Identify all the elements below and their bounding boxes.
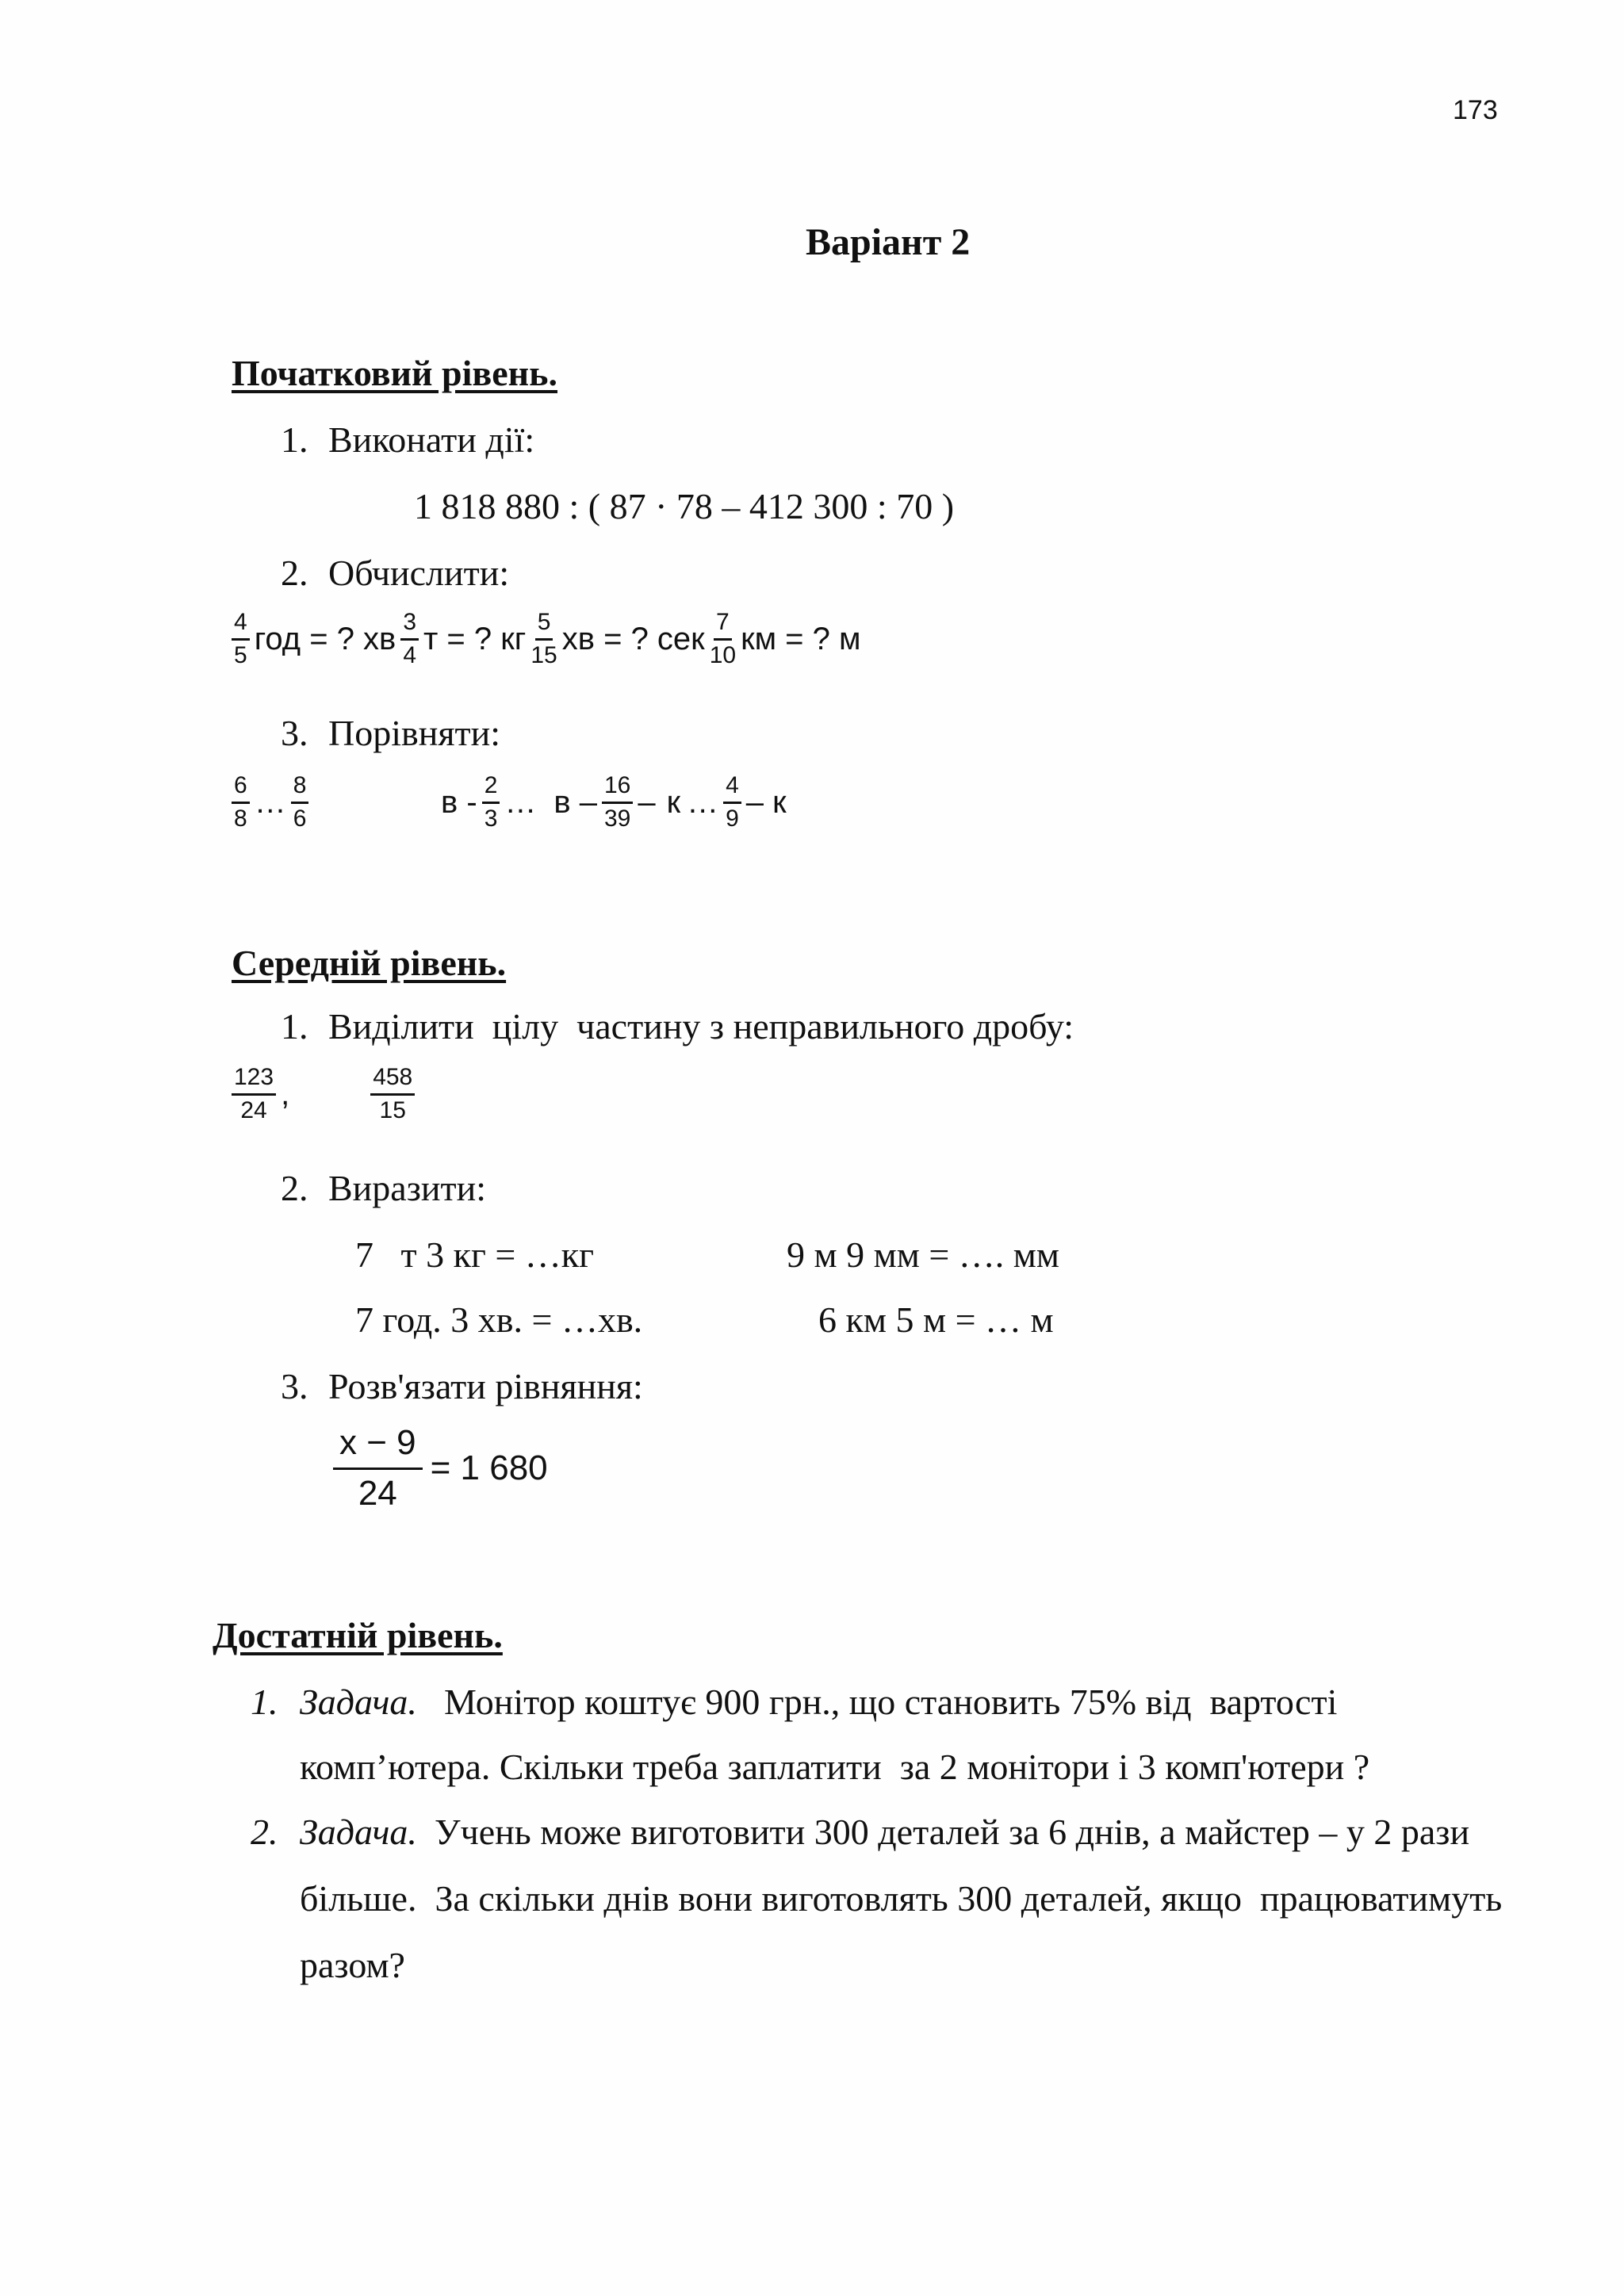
fraction: $\frac{6}{8}$	[232, 772, 250, 832]
question-number: 2.	[281, 553, 308, 593]
fraction: $\frac{3}{4}$	[400, 609, 419, 669]
task-text: разом?	[300, 1945, 405, 1985]
conversion-item: 6 км 5 м = … м	[818, 1299, 1054, 1340]
page-number: 173	[1453, 95, 1498, 125]
unit-post: – к	[745, 784, 787, 820]
unit-post: –	[638, 784, 656, 820]
section-heading-middle: Середній рівень.	[232, 943, 507, 983]
conversion-item: 9 м 9 мм = …. мм	[787, 1234, 1059, 1275]
fraction: $\frac{458}{15}$	[370, 1064, 415, 1124]
page-title: Варіант 2	[806, 221, 971, 263]
fraction: $\frac{16}{39}$	[602, 772, 633, 832]
question-text: Виділити цілу частину з неправильного дробу:	[328, 1006, 1074, 1047]
equation-fraction	[333, 1422, 423, 1515]
improper-fractions	[230, 1064, 416, 1124]
fraction: $\frac{4}{5}$	[232, 609, 250, 669]
arithmetic-expression: 1 818 880 : ( 87 · 78 – 412 300 : 70 )	[414, 486, 955, 526]
fraction: $\frac{8}{6}$	[291, 772, 309, 832]
fraction: $\frac{4}{9}$	[723, 772, 741, 832]
conversion-text: год = ? хв	[254, 621, 396, 656]
section-heading-sufficient: Достатній рівень.	[213, 1615, 503, 1655]
conversion-item: 7 год. 3 хв. = …хв.	[355, 1299, 643, 1340]
question-number: 1.	[281, 1006, 308, 1047]
ellipsis: …	[687, 784, 719, 820]
task-number: 2.	[251, 1812, 278, 1852]
task-label: Задача.	[300, 1682, 417, 1722]
question-number: 1.	[281, 419, 308, 460]
question-text: Виконати дії:	[328, 419, 535, 460]
unit-prefix: к	[666, 784, 681, 820]
fraction: $\frac{5}{15}$	[530, 609, 557, 668]
comma: ,	[281, 1076, 290, 1112]
fraction: $\frac{7}{10}$	[709, 609, 737, 668]
task-text: більше. За скільки днів вони виготовлять 300 деталей, якщо працюватимуть	[300, 1878, 1503, 1919]
conversion-item: 7 т 3 кг = …кг	[355, 1234, 594, 1275]
question-text: Обчислити:	[328, 553, 510, 593]
question-number: 3.	[281, 1366, 308, 1406]
equation	[333, 1422, 548, 1515]
conversion-row	[230, 609, 864, 669]
question-text: Порівняти:	[328, 713, 500, 753]
task-number: 1.	[251, 1682, 278, 1722]
task-text: Учень може виготовити 300 деталей за 6 днів, а майстер – у 2 рази	[435, 1812, 1470, 1852]
task-text: Монітор коштує 900 грн., що становить 75% від вартості	[444, 1682, 1338, 1722]
ellipsis: …	[254, 784, 286, 820]
unit-prefix: в -	[441, 784, 477, 820]
unit-mid: в –	[553, 784, 597, 820]
fraction: $\frac{123}{24}$	[232, 1064, 276, 1124]
fraction: $\frac{2}{3}$	[482, 772, 500, 832]
equation-numerator: x − 9	[333, 1422, 423, 1470]
conversion-text: хв = ? сек	[561, 621, 705, 656]
comparison-a	[230, 772, 310, 832]
question-text: Виразити:	[328, 1168, 487, 1208]
conversion-text: т = ? кг	[423, 621, 527, 656]
section-heading-initial: Початковий рівень.	[232, 353, 557, 393]
task-text: комп’ютера. Скільки треба заплатити за 2 монітори і 3 комп'ютери ?	[300, 1747, 1370, 1787]
task-label: Задача.	[300, 1812, 417, 1852]
equation-rhs: = 1 680	[430, 1448, 548, 1488]
equation-denominator: 24	[358, 1473, 397, 1513]
question-number: 3.	[281, 713, 308, 753]
question-text: Розв'язати рівняння:	[328, 1366, 643, 1406]
ellipsis: …	[504, 784, 537, 820]
question-number: 2.	[281, 1168, 308, 1208]
comparison-b	[438, 772, 790, 832]
conversion-text: км = ? м	[741, 621, 861, 656]
